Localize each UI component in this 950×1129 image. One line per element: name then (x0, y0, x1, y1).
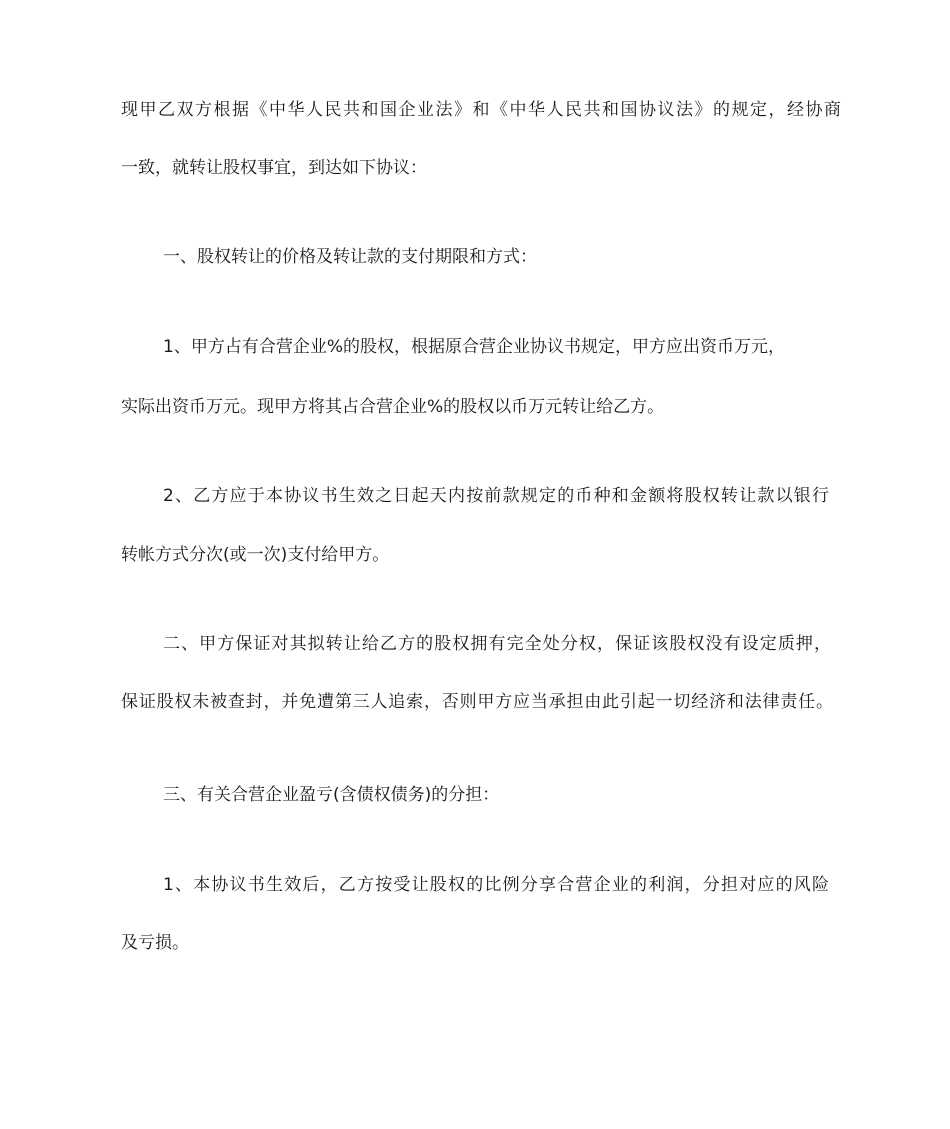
section-1-item-1-line-2: 实际出资币万元。现甲方将其占合营企业%的股权以币万元转让给乙方。 (121, 397, 665, 417)
section-1-item-1-line-1: 1、甲方占有合营企业%的股权，根据原合营企业协议书规定，甲方应出资币万元， (163, 337, 785, 357)
section-3-item-1-line-2: 及亏损。 (121, 933, 189, 953)
section-3-heading: 三、有关合营企业盈亏(含债权债务)的分担： (163, 785, 500, 805)
section-3-item-1-line-1: 1、本协议书生效后，乙方按受让股权的比例分享合营企业的利润，分担对应的风险 (163, 875, 829, 895)
section-2-line-1: 二、甲方保证对其拟转让给乙方的股权拥有完全处分权，保证该股权没有设定质押， (163, 634, 831, 654)
preamble-line-2: 一致，就转让股权事宜，到达如下协议： (121, 158, 427, 178)
section-2-line-2: 保证股权未被查封，并免遭第三人追索，否则甲方应当承担由此引起一切经济和法律责任。 (121, 692, 833, 712)
section-1-heading: 一、股权转让的价格及转让款的支付期限和方式： (163, 247, 537, 267)
section-1-item-2-line-1: 2、乙方应于本协议书生效之日起天内按前款规定的币种和金额将股权转让款以银行 (163, 486, 829, 506)
section-1-item-2-line-2: 转帐方式分次(或一次)支付给甲方。 (121, 545, 390, 565)
preamble-line-1: 现甲乙双方根据《中华人民共和国企业法》和《中华人民共和国协议法》的规定，经协商 (121, 100, 841, 120)
